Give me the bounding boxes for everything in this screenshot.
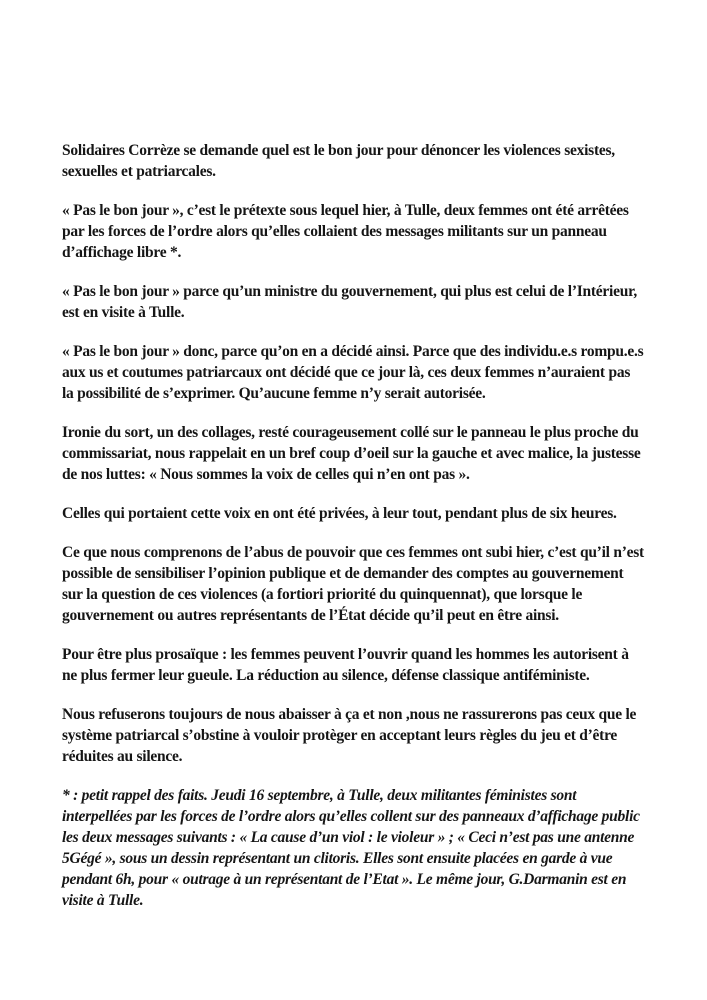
paragraph-abuse-of-power: Ce que nous comprenons de l’abus de pouvoir que ces femmes ont subi hier, c’est qu’il n’est possible de sensibiliser l’opinion publique et de demander des comptes au gouvernement sur la question de ces violences (a fortiori priorité du quinquennat), que lorsque le gouvernement ou autres représentants de l’État décide qu’il peut en être ainsi.	[62, 544, 644, 624]
paragraph-refusal: Nous refuserons toujours de nous abaisser à ça et non ,nous ne rassurerons pas ceux que le système patriarcal s’obstine à vouloir protèger en acceptant leurs règles du jeu et d’être réduites au silence.	[62, 706, 637, 765]
paragraph-irony: Ironie du sort, un des collages, resté courageusement collé sur le panneau le plus proche du commissariat, nous rappelait en un bref coup d’oeil sur la gauche et avec malice, la justesse de nos luttes: « Nous sommes la voix de celles qui n’en ont pas ».	[62, 424, 641, 483]
paragraph-prosaic: Pour être plus prosaïque : les femmes peuvent l’ouvrir quand les hommes les autorisent à ne plus fermer leur gueule. La réduction au silence, défense classique antiféministe.	[62, 646, 629, 684]
paragraph-intro: Solidaires Corrèze se demande quel est le bon jour pour dénoncer les violences sexistes, sexuelles et patriarcales.	[62, 142, 615, 180]
paragraph-arrest: « Pas le bon jour », c’est le prétexte sous lequel hier, à Tulle, deux femmes ont été arrêtées par les forces de l’ordre alors qu’elles collaient des messages militants sur un panneau d’affichage libre *.	[62, 202, 629, 261]
statement-text-block	[62, 140, 645, 911]
paragraph-minister-visit: « Pas le bon jour » parce qu’un ministre du gouvernement, qui plus est celui de l’Intérieur, est en visite à Tulle.	[62, 283, 637, 321]
paragraph-deprived: Celles qui portaient cette voix en ont été privées, à leur tout, pendant plus de six heures.	[62, 505, 617, 522]
footnote-facts-recap: * : petit rappel des faits. Jeudi 16 septembre, à Tulle, deux militantes féministes sont interpellées par les forces de l’ordre alors qu’elles collent sur des panneaux d’affichage public les deux messages suivants : « La cause d’un viol : le violeur » ; « Ceci n’est pas une antenne 5Gégé », sous un dessin représentant un clitoris. Elles sont ensuite placées en garde à vue pendant 6h, pour « outrage à un représentant de l’Etat ». Le même jour, G.Darmanin est en visite à Tulle.	[62, 787, 640, 909]
paragraph-decided: « Pas le bon jour » donc, parce qu’on en a décidé ainsi. Parce que des individu.e.s rompu.e.s aux us et coutumes patriarcaux ont décidé que ce jour là, ces deux femmes n’auraient pas la possibilité de s’exprimer. Qu’aucune femme n’y serait autorisée.	[62, 343, 644, 402]
